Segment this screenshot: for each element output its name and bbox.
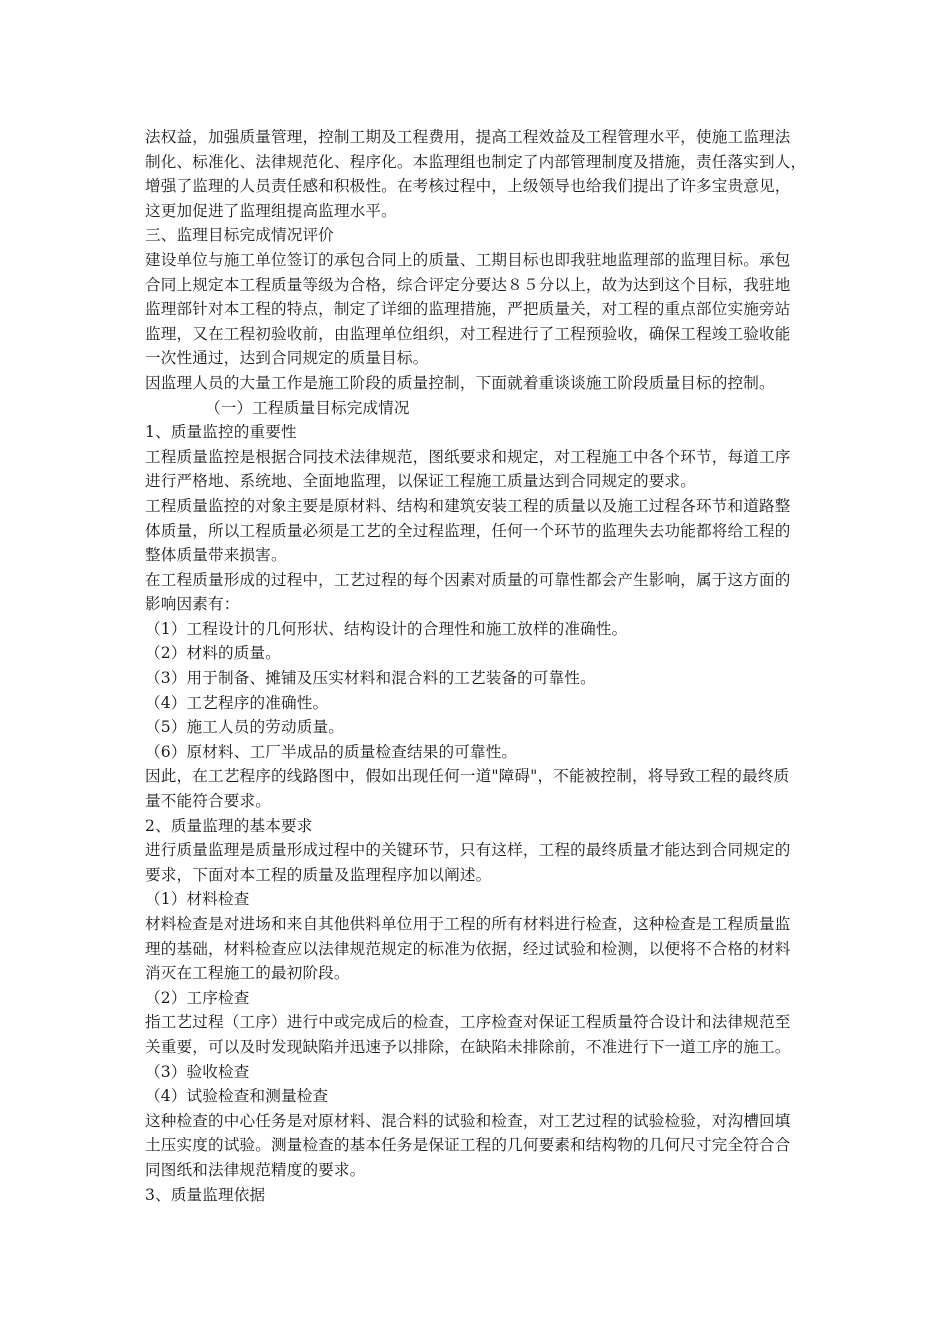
text-line: （4）工艺程序的准确性。 bbox=[145, 693, 329, 712]
text-line: 监理，又在工程初验收前，由监理单位组织，对工程进行了工程预验收，确保工程竣工验收能 bbox=[145, 324, 791, 343]
text-line: 制化、标准化、法律规范化、程序化。本监理组也制定了内部管理制度及措施，责任落实到人， bbox=[145, 152, 807, 171]
document-page bbox=[145, 125, 817, 1207]
text-line: （2）材料的质量。 bbox=[145, 644, 282, 663]
text-line: 因此，在工艺程序的线路图中，假如出现任何一道"障碍"，不能被控制，将导致工程的最终质 bbox=[145, 767, 790, 786]
text-line: 合同上规定本工程质量等级为合格，综合评定分要达８５分以上，故为达到这个目标，我驻地 bbox=[145, 275, 791, 294]
text-line: 这更加促进了监理组提高监理水平。 bbox=[145, 201, 397, 220]
text-line: （2）工序检查 bbox=[145, 988, 250, 1007]
text-line: 理的基础，材料检查应以法律规范规定的标准为依据，经过试验和检测，以便将不合格的材料 bbox=[145, 939, 791, 958]
text-line: 2、质量监理的基本要求 bbox=[145, 816, 313, 835]
text-line: 一次性通过，达到合同规定的质量目标。 bbox=[145, 349, 429, 368]
text-line: （3）用于制备、摊铺及压实材料和混合料的工艺装备的可靠性。 bbox=[145, 669, 596, 688]
text-line: （一）工程质量目标完成情况 bbox=[205, 398, 410, 417]
text-line: 建设单位与施工单位签订的承包合同上的质量、工期目标也即我驻地监理部的监理目标。承包 bbox=[145, 250, 791, 269]
text-line: 同图纸和法律规范精度的要求。 bbox=[145, 1160, 366, 1179]
text-line: （6）原材料、工厂半成品的质量检查结果的可靠性。 bbox=[145, 742, 518, 761]
text-line: 整体质量带来损害。 bbox=[145, 546, 287, 565]
text-line: 土压实度的试验。测量检查的基本任务是保证工程的几何要素和结构物的几何尺寸完全符合合 bbox=[145, 1136, 791, 1155]
text-line: 体质量，所以工程质量必须是工艺的全过程监理，任何一个环节的监理失去功能都将给工程的 bbox=[145, 521, 791, 540]
text-line: 指工艺过程（工序）进行中或完成后的检查，工序检查对保证工程质量符合设计和法律规范至 bbox=[145, 1013, 791, 1032]
text-line: 这种检查的中心任务是对原材料、混合料的试验和检查，对工艺过程的试验检验，对沟槽回填 bbox=[145, 1111, 791, 1130]
text-line: 1、质量监控的重要性 bbox=[145, 423, 297, 442]
text-line: 法权益，加强质量管理，控制工期及工程费用，提高工程效益及工程管理水平，使施工监理法 bbox=[145, 128, 791, 146]
text-line: 监理部针对本工程的特点，制定了详细的监理措施，严把质量关，对工程的重点部位实施旁站 bbox=[145, 300, 791, 319]
text-line: 3、质量监理依据 bbox=[145, 1185, 266, 1204]
text-line: 要求，下面对本工程的质量及监理程序加以阐述。 bbox=[145, 865, 492, 884]
text-line: 工程质量监控是根据合同技术法律规范，图纸要求和规定，对工程施工中各个环节，每道工序 bbox=[145, 447, 791, 466]
text-line: 影响因素有： bbox=[145, 595, 240, 614]
text-line: 材料检查是对进场和来自其他供料单位用于工程的所有材料进行检查，这种检查是工程质量监 bbox=[145, 915, 791, 933]
text-line: （5）施工人员的劳动质量。 bbox=[145, 718, 344, 737]
text-line: （4）试验检查和测量检查 bbox=[145, 1087, 329, 1106]
text-line: 进行质量监理是质量形成过程中的关键环节，只有这样，工程的最终质量才能达到合同规定的 bbox=[145, 841, 791, 860]
text-line: （1）工程设计的几何形状、结构设计的合理性和施工放样的准确性。 bbox=[145, 619, 628, 638]
text-line: 消灭在工程施工的最初阶段。 bbox=[145, 964, 350, 983]
text-line: 三、监理目标完成情况评价 bbox=[145, 226, 334, 245]
text-line: （3）验收检查 bbox=[145, 1062, 250, 1081]
text-line: 进行严格地、系统地、全面地监理，以保证工程施工质量达到合同规定的要求。 bbox=[145, 472, 697, 491]
text-line: 工程质量监控的对象主要是原材料、结构和建筑安装工程的质量以及施工过程各环节和道路整 bbox=[145, 496, 791, 515]
text-line: （1）材料检查 bbox=[145, 890, 250, 909]
text-line: 在工程质量形成的过程中，工艺过程的每个因素对质量的可靠性都会产生影响，属于这方面的 bbox=[145, 570, 791, 589]
text-line: 关重要，可以及时发现缺陷并迅速予以排除，在缺陷未排除前，不准进行下一道工序的施工。 bbox=[145, 1037, 791, 1056]
text-line: 增强了监理的人员责任感和积极性。在考核过程中，上级领导也给我们提出了许多宝贵意见， bbox=[145, 177, 791, 196]
text-line: 量不能符合要求。 bbox=[145, 792, 271, 811]
text-line: 因监理人员的大量工作是施工阶段的质量控制，下面就着重谈谈施工阶段质量目标的控制。 bbox=[145, 373, 775, 392]
